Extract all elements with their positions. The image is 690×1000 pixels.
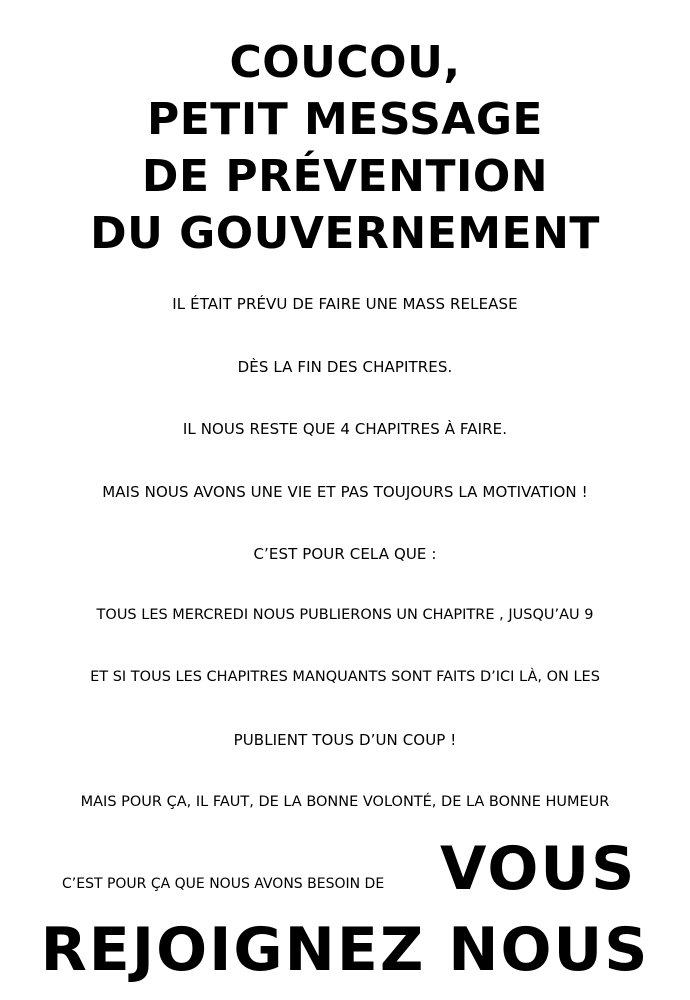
- body-line-mass-release: IL ÉTAIT PRÉVU DE FAIRE UNE MASS RELEASE: [172, 295, 518, 313]
- body-line-motivation: MAIS NOUS AVONS UNE VIE ET PAS TOUJOURS LA MOTIVATION !: [102, 483, 588, 501]
- closing-small-text: C’EST POUR ÇA QUE NOUS AVONS BESOIN DE: [62, 876, 385, 892]
- body-line-end-of-chapters: DÈS LA FIN DES CHAPITRES.: [237, 358, 453, 376]
- body-line-publish-all: PUBLIENT TOUS D’UN COUP !: [233, 731, 457, 749]
- call-to-action: REJOIGNEZ NOUS: [40, 915, 650, 985]
- closing-big-word: VOUS: [440, 834, 637, 904]
- headline: [0, 34, 690, 262]
- body-line-missing-chapters: ET SI TOUS LES CHAPITRES MANQUANTS SONT FAITS D’ICI LÀ, ON LES: [90, 669, 600, 685]
- closing-row: [0, 834, 690, 904]
- body-line-chapters-left: IL NOUS RESTE QUE 4 CHAPITRES À FAIRE.: [182, 420, 508, 438]
- body-line-wednesday: TOUS LES MERCREDI NOUS PUBLIERONS UN CHAPITRE , JUSQU’AU 9: [96, 607, 594, 623]
- headline-line-3: DE PRÉVENTION: [141, 151, 549, 202]
- headline-line-1: COUCOU,: [229, 37, 461, 88]
- headline-line-4: DU GOUVERNEMENT: [90, 208, 600, 259]
- body-line-that-is-why: C’EST POUR CELA QUE :: [253, 545, 437, 563]
- body-line-goodwill: MAIS POUR ÇA, IL FAUT, DE LA BONNE VOLONTÉ, DE LA BONNE HUMEUR: [80, 794, 610, 810]
- headline-line-2: PETIT MESSAGE: [147, 94, 543, 145]
